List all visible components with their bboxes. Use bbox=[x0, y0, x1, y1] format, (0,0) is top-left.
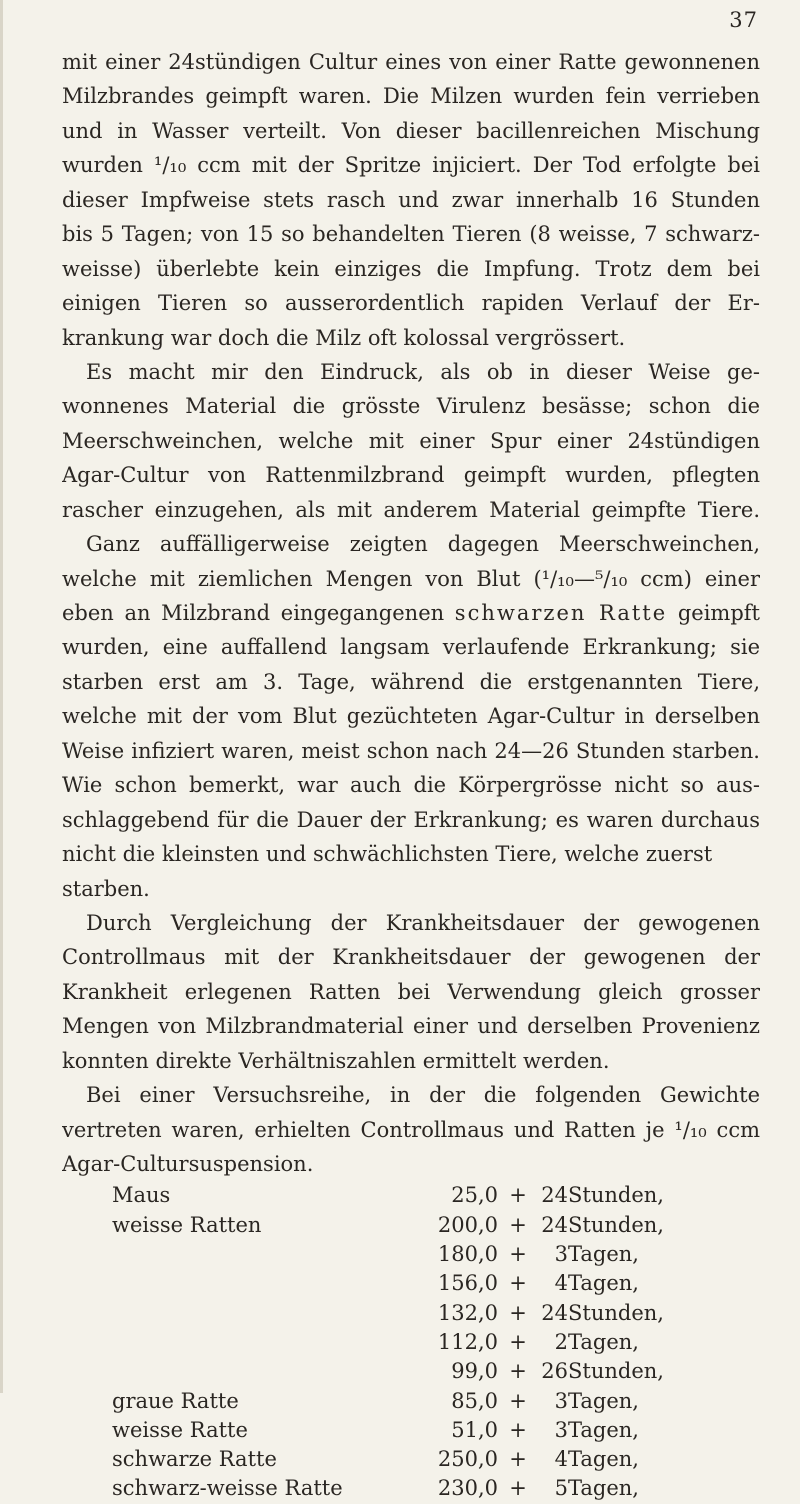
table-row bbox=[112, 1387, 664, 1416]
cell-amount: 24 bbox=[541, 1300, 568, 1325]
table-row bbox=[112, 1211, 664, 1240]
cell-label bbox=[112, 1357, 412, 1386]
text-segment: geimpft bbox=[667, 601, 760, 625]
cell-sign: + bbox=[509, 1417, 527, 1442]
cell-unit: Tagen, bbox=[568, 1447, 639, 1472]
text-line: wonnenes Material die grösste Virulenz besässe; schon die bbox=[62, 394, 760, 419]
cell-weight: 99,0 bbox=[451, 1359, 498, 1384]
text-line: wurden, eine auffallend langsam verlaufende Erkrankung; sie bbox=[62, 635, 760, 660]
body-text bbox=[62, 45, 760, 1504]
cell-amount: 4 bbox=[554, 1447, 568, 1472]
table-row bbox=[112, 1445, 664, 1474]
cell-weight: 230,0 bbox=[437, 1476, 498, 1501]
cell-label bbox=[112, 1299, 412, 1328]
text-line: Ganz auffälligerweise zeigten dagegen Meerschweinchen, bbox=[86, 532, 760, 557]
text-line: Weise infiziert waren, meist schon nach 24—26 Stunden starben. bbox=[62, 738, 760, 763]
text-line: und in Wasser verteilt. Von dieser bacillenreichen Mischung bbox=[62, 118, 760, 143]
cell-weight: 112,0 bbox=[437, 1329, 498, 1354]
cell-weight: 85,0 bbox=[451, 1388, 498, 1413]
cell-unit: Stunden, bbox=[568, 1212, 664, 1237]
cell-sign: + bbox=[509, 1329, 527, 1354]
text-line bbox=[62, 596, 760, 630]
cell-amount: 3 bbox=[554, 1242, 568, 1267]
cell-unit: Tagen, bbox=[568, 1242, 639, 1267]
cell-weight: 250,0 bbox=[437, 1447, 498, 1472]
text-line: konnten direkte Verhältniszahlen ermittelt werden. bbox=[62, 1048, 610, 1073]
table-row bbox=[112, 1416, 664, 1445]
cell-sign: + bbox=[509, 1242, 527, 1267]
text-line: Agar-Cultur von Rattenmilzbrand geimpft wurden, pflegten bbox=[62, 463, 760, 488]
table-row bbox=[112, 1328, 664, 1357]
cell-weight: 180,0 bbox=[437, 1242, 498, 1267]
cell-label: schwarze Ratte bbox=[112, 1447, 277, 1472]
text-line: starben. bbox=[62, 876, 150, 901]
table-row bbox=[112, 1474, 664, 1503]
table-row bbox=[112, 1181, 664, 1210]
spaced-emphasis: schwarzen Ratte bbox=[454, 601, 668, 625]
cell-label: schwarz-weisse Ratte bbox=[112, 1476, 343, 1501]
cell-sign: + bbox=[509, 1183, 527, 1208]
cell-sign: + bbox=[509, 1476, 527, 1501]
cell-label: Maus bbox=[112, 1183, 171, 1208]
page-number: 37 bbox=[729, 8, 758, 32]
cell-label bbox=[112, 1240, 412, 1269]
cell-label bbox=[112, 1269, 412, 1298]
cell-sign: + bbox=[509, 1212, 527, 1237]
cell-unit: Stunden, bbox=[568, 1300, 664, 1325]
table-row bbox=[112, 1357, 664, 1386]
text-line: welche mit ziemlichen Mengen von Blut (¹/₁₀—⁵/₁₀ ccm) einer bbox=[62, 566, 760, 591]
text-line: starben erst am 3. Tage, während die erstgenannten Tiere, bbox=[62, 669, 760, 694]
cell-weight: 156,0 bbox=[437, 1271, 498, 1296]
cell-unit: Tagen, bbox=[568, 1271, 639, 1296]
text-line: Wie schon bemerkt, war auch die Körpergrösse nicht so aus- bbox=[62, 773, 760, 798]
text-line: dieser Impfweise stets rasch und zwar innerhalb 16 Stunden bbox=[62, 187, 760, 212]
cell-label bbox=[112, 1328, 412, 1357]
text-line: Agar-Cultursuspension. bbox=[62, 1152, 314, 1176]
text-line: Meerschweinchen, welche mit einer Spur einer 24stündigen bbox=[62, 428, 760, 453]
cell-unit: Tagen, bbox=[568, 1329, 639, 1354]
cell-amount: 26 bbox=[541, 1359, 568, 1384]
cell-label: graue Ratte bbox=[112, 1388, 239, 1413]
text-line: Es macht mir den Eindruck, als ob in dieser Weise ge- bbox=[86, 359, 760, 384]
cell-sign: + bbox=[509, 1300, 527, 1325]
text-line: rascher einzugehen, als mit anderem Material geimpfte Tiere. bbox=[62, 497, 760, 522]
text-line: schlaggebend für die Dauer der Erkrankung; es waren durchaus bbox=[62, 807, 760, 832]
cell-weight: 51,0 bbox=[451, 1417, 498, 1442]
cell-unit: Stunden, bbox=[568, 1183, 664, 1208]
cell-unit: Tagen, bbox=[568, 1388, 639, 1413]
text-line: welche mit der vom Blut gezüchteten Agar-Cultur in derselben bbox=[62, 704, 760, 729]
text-line: Krankheit erlegenen Ratten bei Verwendung gleich grosser bbox=[62, 979, 760, 1004]
text-line: Mengen von Milzbrandmaterial einer und derselben Provenienz bbox=[62, 1014, 760, 1039]
cell-unit: Tagen, bbox=[568, 1476, 639, 1501]
text-line: weisse) überlebte kein einziges die Impfung. Trotz dem bei bbox=[62, 256, 760, 281]
text-line: bis 5 Tagen; von 15 so behandelten Tieren (8 weisse, 7 schwarz- bbox=[62, 222, 760, 247]
cell-sign: + bbox=[509, 1359, 527, 1384]
cell-label: weisse Ratten bbox=[112, 1212, 262, 1237]
cell-unit: Tagen, bbox=[568, 1417, 639, 1442]
table-row bbox=[112, 1269, 664, 1298]
cell-label: weisse Ratte bbox=[112, 1417, 248, 1442]
text-line: vertreten waren, erhielten Controllmaus und Ratten je ¹/₁₀ ccm bbox=[62, 1117, 760, 1142]
cell-unit: Stunden, bbox=[568, 1359, 664, 1384]
text-line: Milzbrandes geimpft waren. Die Milzen wurden fein verrieben bbox=[62, 84, 760, 109]
text-line: Bei einer Versuchsreihe, in der die folgenden Gewichte bbox=[86, 1083, 760, 1108]
text-line: wurden ¹/₁₀ ccm mit der Spritze injiciert. Der Tod erfolgte bei bbox=[62, 153, 760, 178]
text-line: Controllmaus mit der Krankheitsdauer der gewogenen der bbox=[62, 945, 760, 970]
cell-amount: 5 bbox=[554, 1476, 568, 1501]
text-line: Durch Vergleichung der Krankheitsdauer der gewogenen bbox=[86, 910, 760, 935]
cell-sign: + bbox=[509, 1447, 527, 1472]
cell-sign: + bbox=[509, 1271, 527, 1296]
cell-amount: 24 bbox=[541, 1183, 568, 1208]
text-line: nicht die kleinsten und schwächlichsten Tiere, welche zuerst bbox=[62, 842, 713, 867]
table-row bbox=[112, 1299, 664, 1328]
cell-weight: 200,0 bbox=[437, 1212, 498, 1237]
text-line: einigen Tieren so ausserordentlich rapiden Verlauf der Er- bbox=[62, 291, 760, 316]
cell-amount: 4 bbox=[554, 1271, 568, 1296]
text-segment: eben an Milzbrand eingegangenen bbox=[62, 601, 455, 625]
text-line: mit einer 24stündigen Cultur eines von einer Ratte gewonnenen bbox=[62, 50, 760, 74]
table-row bbox=[112, 1240, 664, 1269]
cell-sign: + bbox=[509, 1388, 527, 1413]
cell-amount: 3 bbox=[554, 1388, 568, 1413]
cell-amount: 2 bbox=[554, 1329, 568, 1354]
text-line: krankung war doch die Milz oft kolossal vergrössert. bbox=[62, 325, 626, 350]
cell-amount: 24 bbox=[541, 1212, 568, 1237]
cell-weight: 132,0 bbox=[437, 1300, 498, 1325]
weight-duration-table bbox=[112, 1181, 664, 1503]
paragraph bbox=[62, 45, 760, 1181]
page-edge bbox=[0, 0, 3, 1393]
cell-weight: 25,0 bbox=[451, 1183, 498, 1208]
cell-amount: 3 bbox=[554, 1417, 568, 1442]
